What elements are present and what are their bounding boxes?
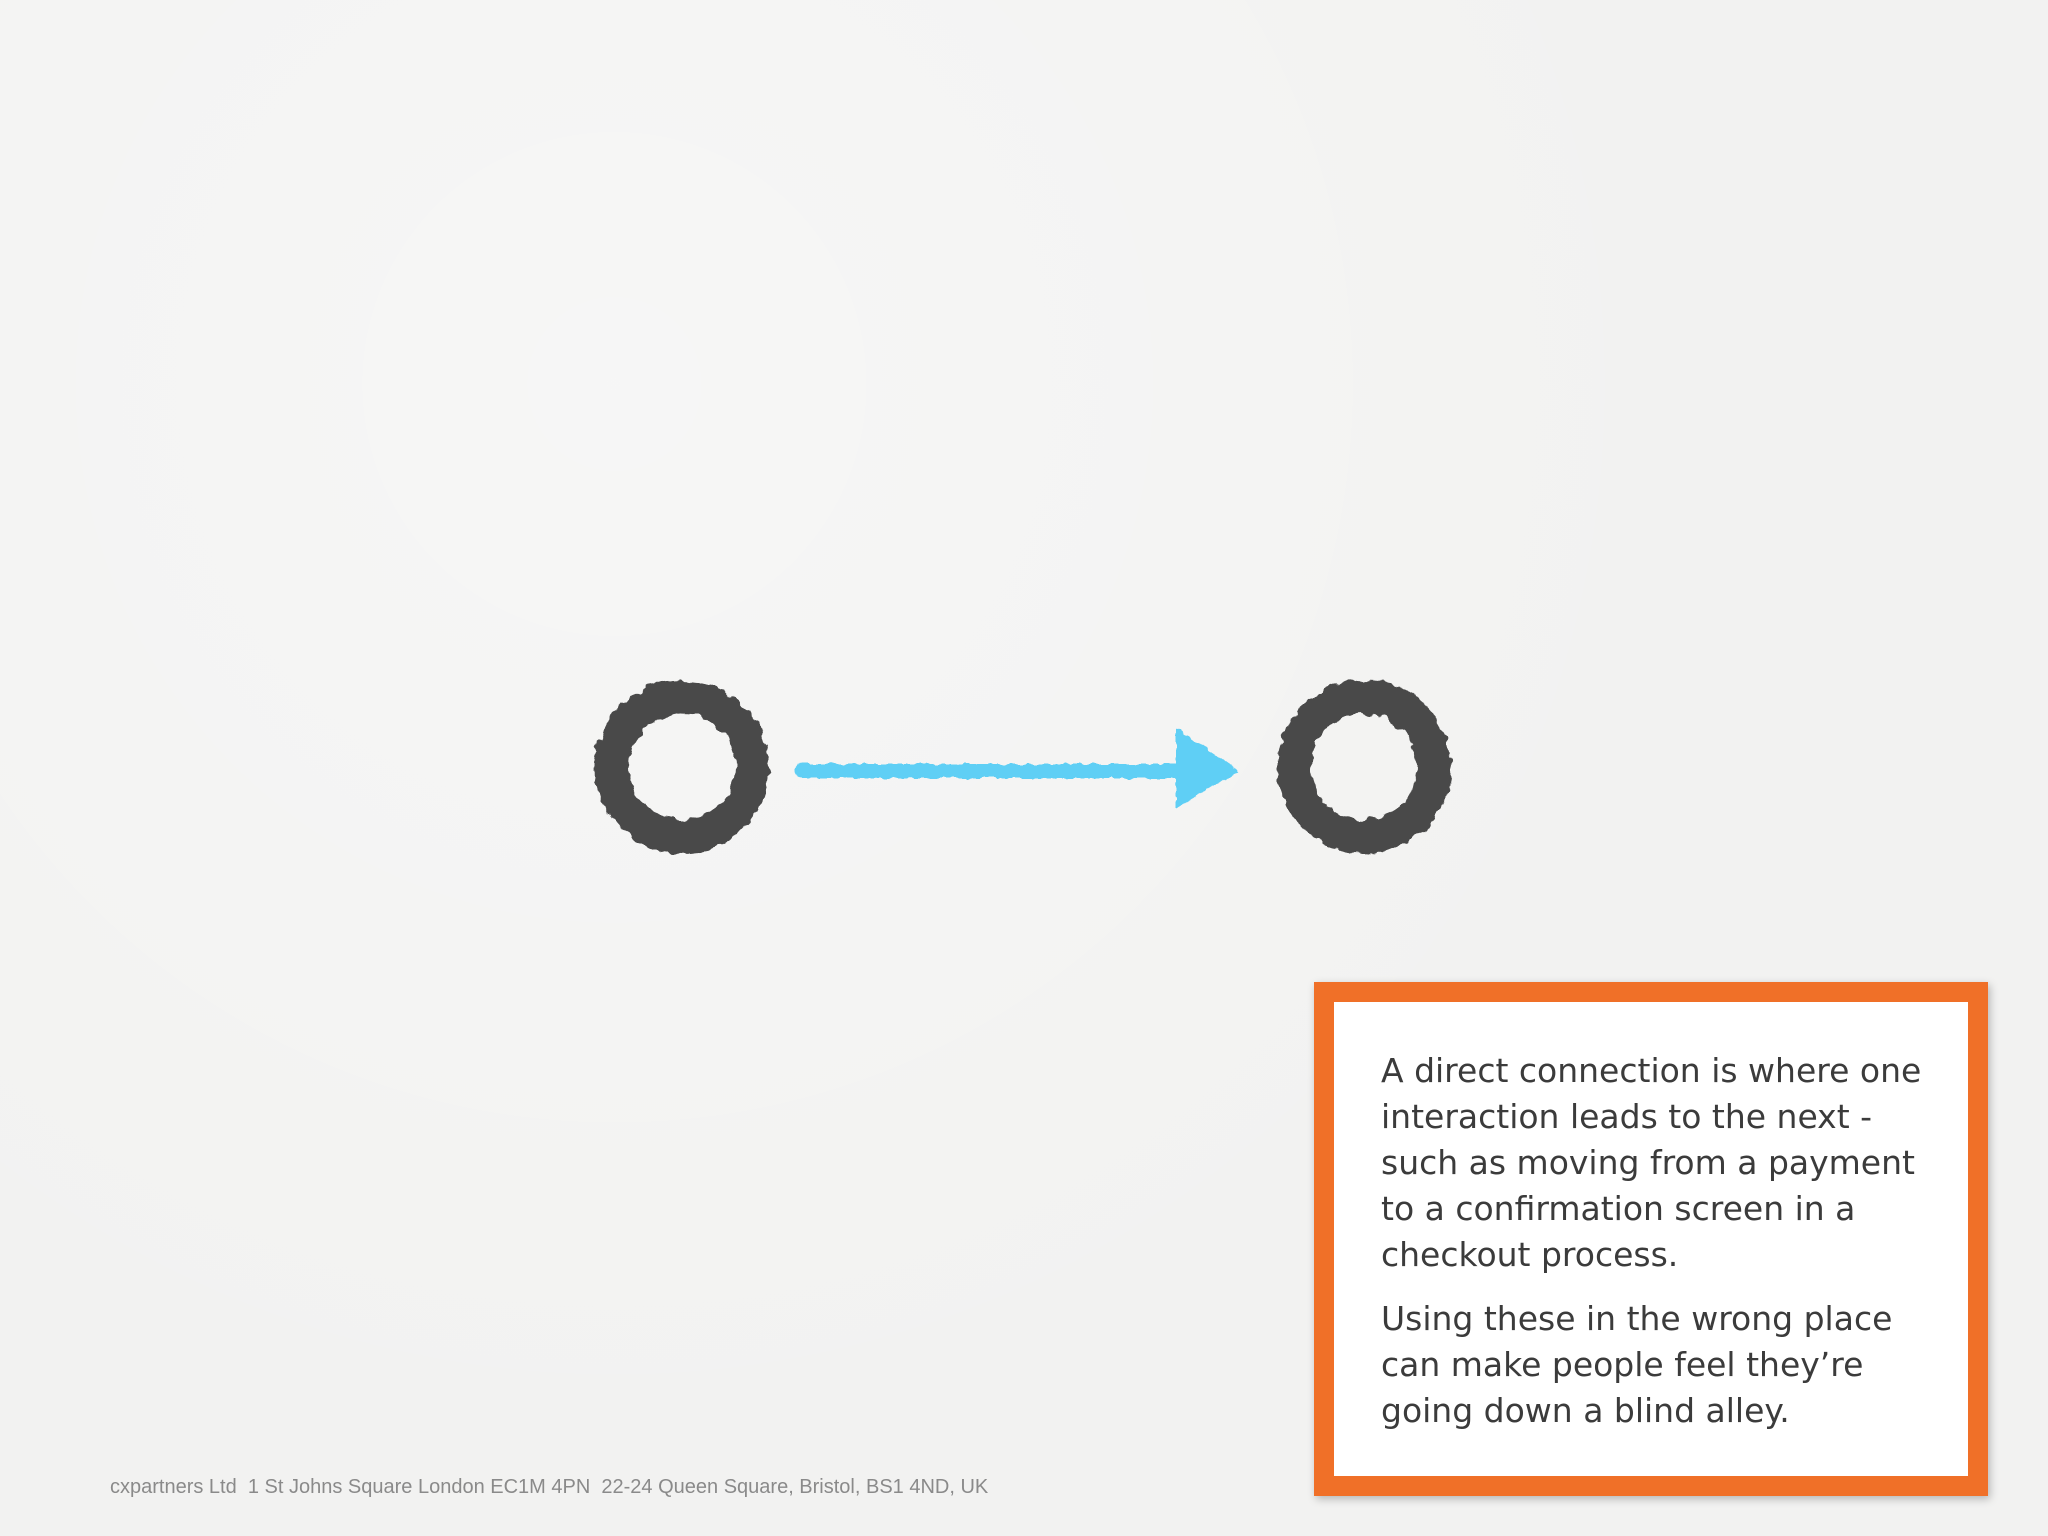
callout-paragraph-1: A direct connection is where one interaction leads to the next - such as moving from a payment to a confirmation screen in a checkout process. <box>1381 1051 1922 1274</box>
end-node <box>1294 697 1434 837</box>
explanation-callout <box>1314 982 1988 1496</box>
direct-connection-arrow <box>802 728 1240 808</box>
callout-paragraph-2: Using these in the wrong place can make people feel they’re going down a blind alley. <box>1381 1299 1893 1430</box>
footer-address: cxpartners Ltd 1 St Johns Square London EC1M 4PN 22-24 Queen Square, Bristol, BS1 4ND, UK <box>110 1476 989 1498</box>
callout-text <box>1381 1048 1941 1452</box>
start-node <box>612 697 752 837</box>
